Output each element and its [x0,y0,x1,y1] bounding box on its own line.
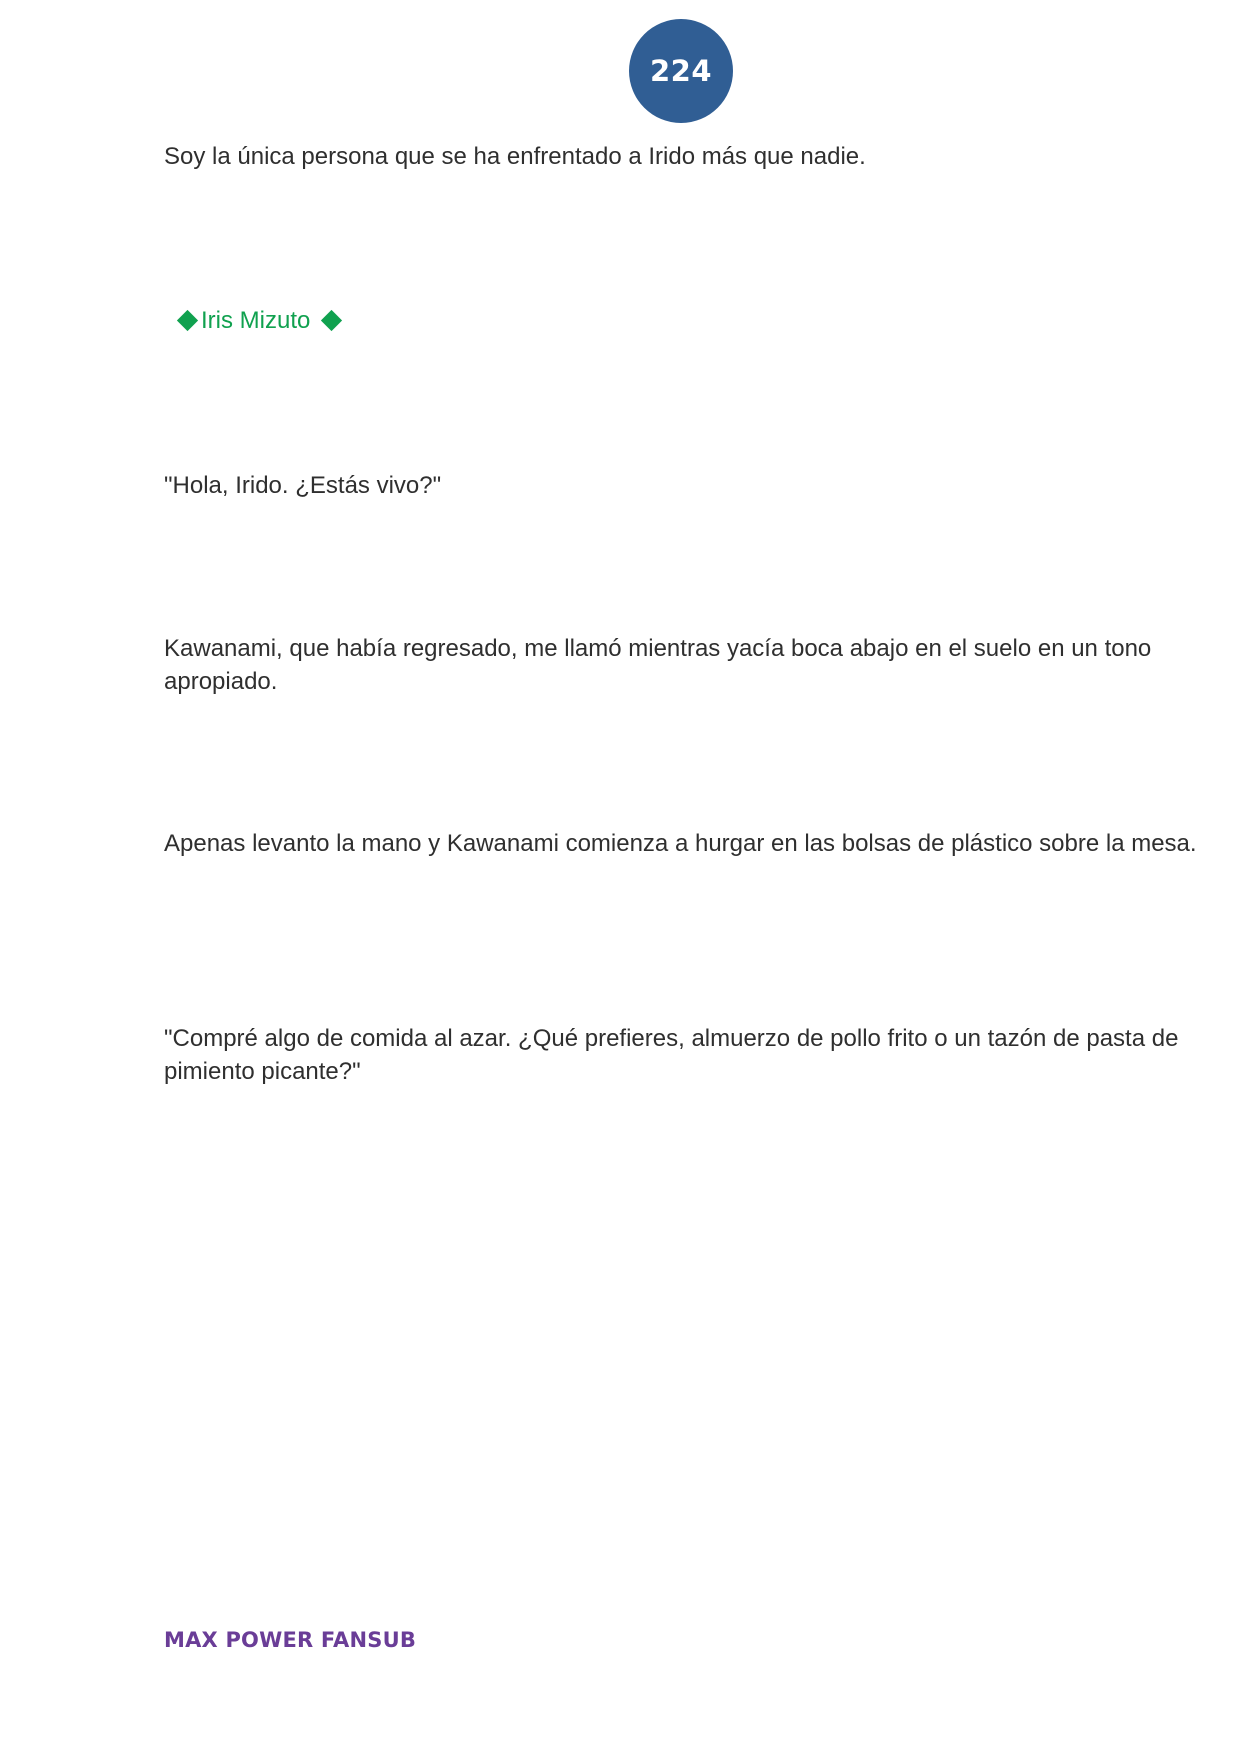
section-header-title: Iris Mizuto [201,307,311,334]
paragraph: Apenas levanto la mano y Kawanami comienza a hurgar en las bolsas de plástico sobre la mesa. [164,830,1197,857]
diamond-icon [177,310,198,331]
page-number: 224 [649,54,713,88]
paragraph: Soy la única persona que se ha enfrentado a Irido más que nadie. [164,143,866,170]
paragraph: "Compré algo de comida al azar. ¿Qué prefieres, almuerzo de pollo frito o un tazón de pasta de pimiento picante?" [164,1025,1179,1085]
footer-brand: MAX POWER FANSUB [164,1628,417,1652]
section-header [180,304,339,337]
paragraph: Kawanami, que había regresado, me llamó mientras yacía boca abajo en el suelo en un tono apropiado. [164,635,1152,695]
page-number-badge [629,19,733,123]
diamond-icon [321,310,342,331]
paragraph: "Hola, Irido. ¿Estás vivo?" [164,472,442,499]
